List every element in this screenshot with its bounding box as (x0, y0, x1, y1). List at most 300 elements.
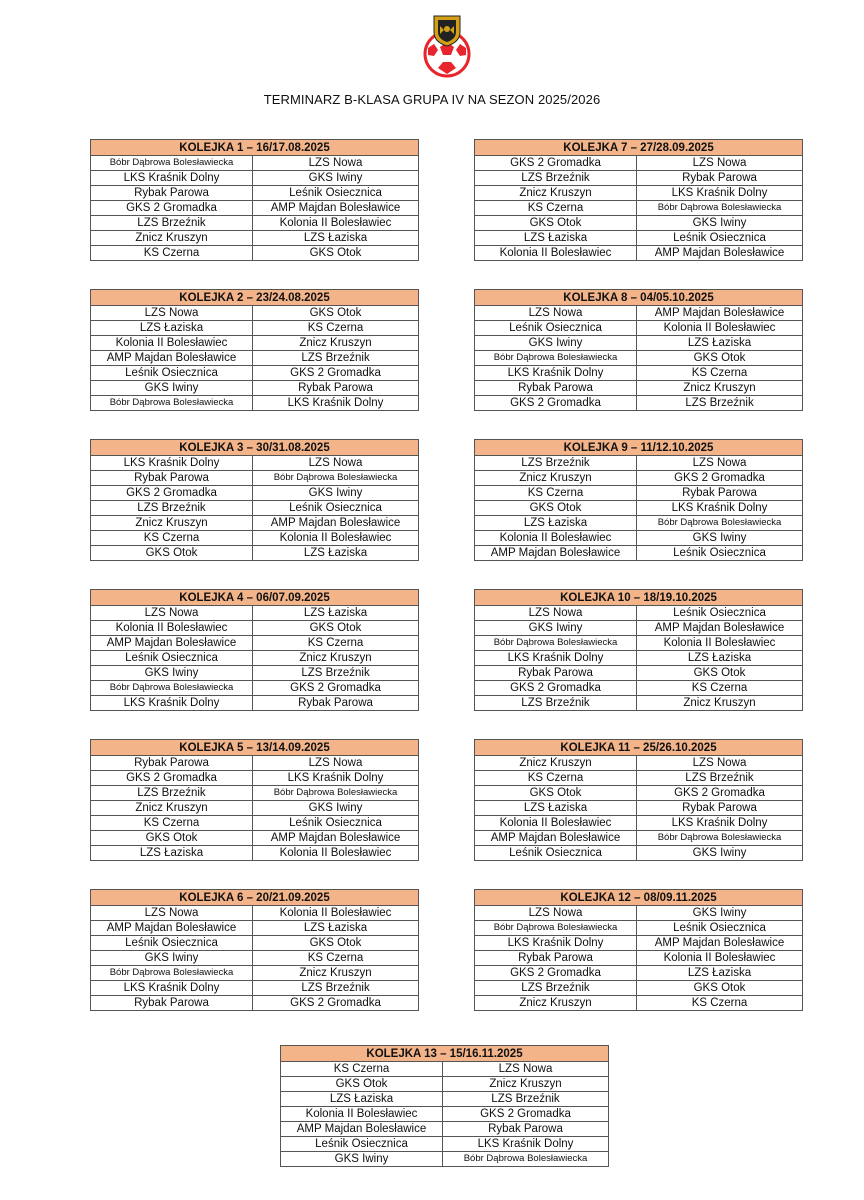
away-team: Kolonia II Bolesławiec (637, 951, 803, 966)
home-team: GKS 2 Gromadka (475, 681, 637, 696)
away-team: LZS Nowa (637, 156, 803, 171)
round-table (90, 139, 419, 261)
match-row (475, 231, 803, 246)
match-row (475, 966, 803, 981)
match-row (475, 681, 803, 696)
match-row (475, 351, 803, 366)
away-team: AMP Majdan Bolesławice (253, 201, 419, 216)
home-team: LKS Kraśnik Dolny (475, 936, 637, 951)
home-team: LKS Kraśnik Dolny (475, 366, 637, 381)
match-row (281, 1107, 609, 1122)
home-team: Leśnik Osiecznica (91, 366, 253, 381)
round-header: KOLEJKA 8 – 04/05.10.2025 (475, 290, 803, 306)
match-row (91, 621, 419, 636)
match-row (91, 546, 419, 561)
home-team: LZS Łaziska (475, 516, 637, 531)
home-team: LZS Brzeźnik (91, 501, 253, 516)
home-team: GKS Iwiny (91, 951, 253, 966)
away-team: LKS Kraśnik Dolny (253, 771, 419, 786)
home-team: LZS Brzeźnik (475, 696, 637, 711)
round-header-row (91, 440, 419, 456)
match-row (91, 396, 419, 411)
home-team: Bóbr Dąbrowa Bolesławiecka (91, 681, 253, 696)
home-team: KS Czerna (475, 486, 637, 501)
match-row (91, 996, 419, 1011)
away-team: KS Czerna (637, 681, 803, 696)
match-row (91, 831, 419, 846)
home-team: Rybak Parowa (475, 666, 637, 681)
away-team: AMP Majdan Bolesławice (253, 516, 419, 531)
away-team: Bóbr Dąbrowa Bolesławiecka (637, 516, 803, 531)
match-row (475, 216, 803, 231)
away-team: Znicz Kruszyn (253, 966, 419, 981)
round-header: KOLEJKA 2 – 23/24.08.2025 (91, 290, 419, 306)
match-row (475, 531, 803, 546)
match-row (475, 906, 803, 921)
home-team: Kolonia II Bolesławiec (475, 531, 637, 546)
away-team: AMP Majdan Bolesławice (637, 246, 803, 261)
home-team: GKS Otok (281, 1077, 443, 1092)
round-header: KOLEJKA 5 – 13/14.09.2025 (91, 740, 419, 756)
match-row (475, 936, 803, 951)
home-team: AMP Majdan Bolesławice (475, 831, 637, 846)
away-team: Rybak Parowa (637, 486, 803, 501)
match-row (91, 216, 419, 231)
round-table (90, 739, 419, 861)
home-team: LZS Nowa (91, 606, 253, 621)
away-team: AMP Majdan Bolesławice (637, 936, 803, 951)
match-row (475, 396, 803, 411)
home-team: KS Czerna (281, 1062, 443, 1077)
home-team: GKS Otok (91, 831, 253, 846)
home-team: AMP Majdan Bolesławice (281, 1122, 443, 1137)
match-row (91, 936, 419, 951)
home-team: GKS Otok (475, 501, 637, 516)
round-table (90, 289, 419, 411)
match-row (91, 156, 419, 171)
round-header: KOLEJKA 13 – 15/16.11.2025 (281, 1046, 609, 1062)
away-team: Kolonia II Bolesławiec (637, 636, 803, 651)
home-team: Rybak Parowa (91, 756, 253, 771)
home-team: Rybak Parowa (91, 471, 253, 486)
match-row (91, 501, 419, 516)
match-row (91, 771, 419, 786)
away-team: LZS Brzeźnik (253, 981, 419, 996)
round-table (474, 889, 803, 1011)
match-row (91, 696, 419, 711)
home-team: AMP Majdan Bolesławice (475, 546, 637, 561)
away-team: GKS 2 Gromadka (637, 786, 803, 801)
away-team: LKS Kraśnik Dolny (253, 396, 419, 411)
round-header: KOLEJKA 6 – 20/21.09.2025 (91, 890, 419, 906)
match-row (91, 981, 419, 996)
match-row (475, 606, 803, 621)
match-row (91, 486, 419, 501)
home-team: Kolonia II Bolesławiec (475, 246, 637, 261)
away-team: Rybak Parowa (637, 801, 803, 816)
match-row (91, 531, 419, 546)
home-team: Bóbr Dąbrowa Bolesławiecka (91, 966, 253, 981)
match-row (91, 231, 419, 246)
home-team: Leśnik Osiecznica (475, 321, 637, 336)
match-row (91, 801, 419, 816)
match-row (91, 636, 419, 651)
away-team: GKS Otok (253, 936, 419, 951)
match-row (475, 516, 803, 531)
away-team: LZS Łaziska (637, 966, 803, 981)
match-row (91, 471, 419, 486)
away-team: LKS Kraśnik Dolny (637, 186, 803, 201)
round-header-row (475, 290, 803, 306)
match-row (475, 816, 803, 831)
home-team: Kolonia II Bolesławiec (91, 336, 253, 351)
match-row (91, 846, 419, 861)
home-team: Leśnik Osiecznica (475, 846, 637, 861)
match-row (475, 546, 803, 561)
home-team: KS Czerna (91, 531, 253, 546)
match-row (475, 186, 803, 201)
home-team: GKS Iwiny (91, 666, 253, 681)
home-team: KS Czerna (91, 816, 253, 831)
match-row (91, 171, 419, 186)
away-team: LZS Brzeźnik (253, 351, 419, 366)
match-row (91, 306, 419, 321)
match-row (475, 336, 803, 351)
match-row (281, 1122, 609, 1137)
away-team: Rybak Parowa (637, 171, 803, 186)
home-team: LKS Kraśnik Dolny (91, 696, 253, 711)
away-team: KS Czerna (253, 636, 419, 651)
match-row (475, 201, 803, 216)
home-team: LKS Kraśnik Dolny (91, 171, 253, 186)
club-crest-logo (414, 12, 480, 80)
away-team: LZS Łaziska (637, 651, 803, 666)
home-team: GKS 2 Gromadka (475, 966, 637, 981)
away-team: LZS Brzeźnik (637, 396, 803, 411)
away-team: LZS Łaziska (253, 546, 419, 561)
away-team: GKS 2 Gromadka (443, 1107, 609, 1122)
away-team: Rybak Parowa (253, 696, 419, 711)
round-table (474, 439, 803, 561)
away-team: Znicz Kruszyn (443, 1077, 609, 1092)
home-team: Leśnik Osiecznica (91, 651, 253, 666)
document-title: TERMINARZ B-KLASA GRUPA IV NA SEZON 2025/2026 (263, 92, 601, 107)
away-team: LZS Brzeźnik (637, 771, 803, 786)
home-team: LZS Brzeźnik (475, 171, 637, 186)
match-row (475, 486, 803, 501)
away-team: GKS Otok (253, 246, 419, 261)
away-team: Kolonia II Bolesławiec (637, 321, 803, 336)
away-team: Bóbr Dąbrowa Bolesławiecka (637, 831, 803, 846)
match-row (475, 471, 803, 486)
away-team: Znicz Kruszyn (253, 336, 419, 351)
home-team: LZS Łaziska (91, 846, 253, 861)
match-row (475, 456, 803, 471)
home-team: LZS Nowa (475, 606, 637, 621)
away-team: Leśnik Osiecznica (253, 186, 419, 201)
home-team: LKS Kraśnik Dolny (91, 456, 253, 471)
match-row (475, 696, 803, 711)
away-team: AMP Majdan Bolesławice (637, 621, 803, 636)
home-team: Znicz Kruszyn (91, 231, 253, 246)
match-row (91, 966, 419, 981)
away-team: GKS 2 Gromadka (637, 471, 803, 486)
away-team: Leśnik Osiecznica (637, 606, 803, 621)
match-row (475, 666, 803, 681)
match-row (475, 306, 803, 321)
home-team: GKS 2 Gromadka (475, 156, 637, 171)
home-team: AMP Majdan Bolesławice (91, 636, 253, 651)
away-team: LZS Nowa (637, 756, 803, 771)
home-team: LZS Nowa (475, 906, 637, 921)
away-team: GKS Iwiny (637, 906, 803, 921)
match-row (475, 771, 803, 786)
home-team: KS Czerna (475, 771, 637, 786)
round-table (90, 589, 419, 711)
home-team: AMP Majdan Bolesławice (91, 351, 253, 366)
round-header-row (91, 890, 419, 906)
away-team: GKS Iwiny (637, 531, 803, 546)
match-row (475, 636, 803, 651)
round-header-row (91, 740, 419, 756)
match-row (91, 816, 419, 831)
away-team: GKS Otok (637, 351, 803, 366)
home-team: LZS Brzeźnik (475, 456, 637, 471)
match-row (281, 1077, 609, 1092)
away-team: Bóbr Dąbrowa Bolesławiecka (253, 471, 419, 486)
home-team: LKS Kraśnik Dolny (91, 981, 253, 996)
home-team: GKS 2 Gromadka (91, 201, 253, 216)
home-team: GKS Otok (475, 786, 637, 801)
away-team: GKS Otok (637, 981, 803, 996)
away-team: Znicz Kruszyn (253, 651, 419, 666)
away-team: Bóbr Dąbrowa Bolesławiecka (637, 201, 803, 216)
home-team: AMP Majdan Bolesławice (91, 921, 253, 936)
away-team: LZS Nowa (253, 756, 419, 771)
away-team: GKS 2 Gromadka (253, 996, 419, 1011)
match-row (91, 456, 419, 471)
away-team: Bóbr Dąbrowa Bolesławiecka (253, 786, 419, 801)
away-team: GKS Iwiny (253, 171, 419, 186)
match-row (475, 246, 803, 261)
round-header-row (91, 140, 419, 156)
away-team: KS Czerna (253, 321, 419, 336)
round-header-row (475, 740, 803, 756)
round-table (474, 139, 803, 261)
home-team: Rybak Parowa (91, 996, 253, 1011)
round-header-row (475, 440, 803, 456)
away-team: LKS Kraśnik Dolny (443, 1137, 609, 1152)
match-row (475, 831, 803, 846)
match-row (475, 846, 803, 861)
match-row (91, 681, 419, 696)
away-team: GKS Iwiny (637, 216, 803, 231)
away-team: LZS Łaziska (637, 336, 803, 351)
round-table (474, 289, 803, 411)
away-team: Kolonia II Bolesławiec (253, 846, 419, 861)
home-team: Leśnik Osiecznica (91, 936, 253, 951)
round-header: KOLEJKA 4 – 06/07.09.2025 (91, 590, 419, 606)
home-team: KS Czerna (475, 201, 637, 216)
home-team: Znicz Kruszyn (91, 801, 253, 816)
match-row (475, 921, 803, 936)
away-team: Bóbr Dąbrowa Bolesławiecka (443, 1152, 609, 1167)
home-team: KS Czerna (91, 246, 253, 261)
away-team: Znicz Kruszyn (637, 381, 803, 396)
away-team: Kolonia II Bolesławiec (253, 216, 419, 231)
home-team: GKS 2 Gromadka (475, 396, 637, 411)
match-row (91, 516, 419, 531)
round-header: KOLEJKA 1 – 16/17.08.2025 (91, 140, 419, 156)
home-team: GKS 2 Gromadka (91, 771, 253, 786)
home-team: LKS Kraśnik Dolny (475, 651, 637, 666)
match-row (91, 336, 419, 351)
home-team: Kolonia II Bolesławiec (475, 816, 637, 831)
away-team: LZS Brzeźnik (253, 666, 419, 681)
away-team: GKS Iwiny (253, 801, 419, 816)
away-team: AMP Majdan Bolesławice (637, 306, 803, 321)
home-team: Bóbr Dąbrowa Bolesławiecka (91, 396, 253, 411)
round-header-row (91, 590, 419, 606)
match-row (475, 321, 803, 336)
home-team: Znicz Kruszyn (91, 516, 253, 531)
away-team: GKS Otok (637, 666, 803, 681)
away-team: Leśnik Osiecznica (253, 501, 419, 516)
home-team: LZS Nowa (91, 906, 253, 921)
round-table (474, 739, 803, 861)
match-row (281, 1137, 609, 1152)
home-team: Rybak Parowa (91, 186, 253, 201)
round-header-row (475, 590, 803, 606)
match-row (91, 366, 419, 381)
round-header: KOLEJKA 12 – 08/09.11.2025 (475, 890, 803, 906)
away-team: LZS Brzeźnik (443, 1092, 609, 1107)
home-team: Znicz Kruszyn (475, 756, 637, 771)
home-team: LZS Łaziska (475, 801, 637, 816)
match-row (91, 321, 419, 336)
round-table (90, 889, 419, 1011)
home-team: LZS Brzeźnik (475, 981, 637, 996)
home-team: LZS Łaziska (475, 231, 637, 246)
home-team: Znicz Kruszyn (475, 996, 637, 1011)
round-header: KOLEJKA 7 – 27/28.09.2025 (475, 140, 803, 156)
match-row (475, 756, 803, 771)
away-team: Rybak Parowa (253, 381, 419, 396)
home-team: LZS Nowa (475, 306, 637, 321)
round-header: KOLEJKA 10 – 18/19.10.2025 (475, 590, 803, 606)
home-team: GKS Iwiny (91, 381, 253, 396)
away-team: LZS Łaziska (253, 231, 419, 246)
home-team: GKS Iwiny (281, 1152, 443, 1167)
away-team: KS Czerna (253, 951, 419, 966)
round-table (90, 439, 419, 561)
match-row (91, 756, 419, 771)
match-row (91, 951, 419, 966)
away-team: GKS 2 Gromadka (253, 681, 419, 696)
home-team: GKS Iwiny (475, 621, 637, 636)
home-team: LZS Brzeźnik (91, 786, 253, 801)
away-team: Kolonia II Bolesławiec (253, 906, 419, 921)
away-team: GKS Otok (253, 621, 419, 636)
match-row (475, 366, 803, 381)
away-team: Znicz Kruszyn (637, 696, 803, 711)
match-row (475, 786, 803, 801)
home-team: Rybak Parowa (475, 381, 637, 396)
away-team: LZS Łaziska (253, 606, 419, 621)
match-row (91, 246, 419, 261)
away-team: KS Czerna (637, 996, 803, 1011)
round-table (280, 1045, 609, 1167)
home-team: GKS Iwiny (475, 336, 637, 351)
match-row (281, 1152, 609, 1167)
match-row (475, 981, 803, 996)
home-team: Bóbr Dąbrowa Bolesławiecka (475, 351, 637, 366)
away-team: AMP Majdan Bolesławice (253, 831, 419, 846)
home-team: Bóbr Dąbrowa Bolesławiecka (475, 636, 637, 651)
away-team: GKS 2 Gromadka (253, 366, 419, 381)
match-row (475, 996, 803, 1011)
away-team: Leśnik Osiecznica (637, 231, 803, 246)
home-team: Znicz Kruszyn (475, 186, 637, 201)
match-row (91, 201, 419, 216)
away-team: LZS Nowa (253, 456, 419, 471)
away-team: Leśnik Osiecznica (637, 546, 803, 561)
away-team: LZS Nowa (253, 156, 419, 171)
away-team: GKS Iwiny (253, 486, 419, 501)
away-team: GKS Otok (253, 306, 419, 321)
match-row (475, 651, 803, 666)
match-row (91, 921, 419, 936)
match-row (475, 156, 803, 171)
match-row (91, 666, 419, 681)
home-team: Kolonia II Bolesławiec (91, 621, 253, 636)
match-row (91, 381, 419, 396)
match-row (475, 951, 803, 966)
home-team: Znicz Kruszyn (475, 471, 637, 486)
match-row (91, 186, 419, 201)
home-team: Rybak Parowa (475, 951, 637, 966)
round-header-row (91, 290, 419, 306)
match-row (475, 171, 803, 186)
match-row (475, 381, 803, 396)
round-header-row (475, 140, 803, 156)
away-team: Rybak Parowa (443, 1122, 609, 1137)
home-team: Bóbr Dąbrowa Bolesławiecka (475, 921, 637, 936)
away-team: LKS Kraśnik Dolny (637, 816, 803, 831)
away-team: LZS Nowa (637, 456, 803, 471)
match-row (91, 351, 419, 366)
match-row (91, 906, 419, 921)
match-row (475, 621, 803, 636)
round-header: KOLEJKA 3 – 30/31.08.2025 (91, 440, 419, 456)
away-team: LZS Nowa (443, 1062, 609, 1077)
match-row (281, 1062, 609, 1077)
away-team: GKS Iwiny (637, 846, 803, 861)
away-team: LZS Łaziska (253, 921, 419, 936)
round-header: KOLEJKA 11 – 25/26.10.2025 (475, 740, 803, 756)
home-team: GKS 2 Gromadka (91, 486, 253, 501)
away-team: Leśnik Osiecznica (637, 921, 803, 936)
away-team: LKS Kraśnik Dolny (637, 501, 803, 516)
round-header: KOLEJKA 9 – 11/12.10.2025 (475, 440, 803, 456)
round-table (474, 589, 803, 711)
home-team: LZS Nowa (91, 306, 253, 321)
away-team: Kolonia II Bolesławiec (253, 531, 419, 546)
match-row (91, 786, 419, 801)
match-row (281, 1092, 609, 1107)
home-team: Leśnik Osiecznica (281, 1137, 443, 1152)
home-team: Kolonia II Bolesławiec (281, 1107, 443, 1122)
